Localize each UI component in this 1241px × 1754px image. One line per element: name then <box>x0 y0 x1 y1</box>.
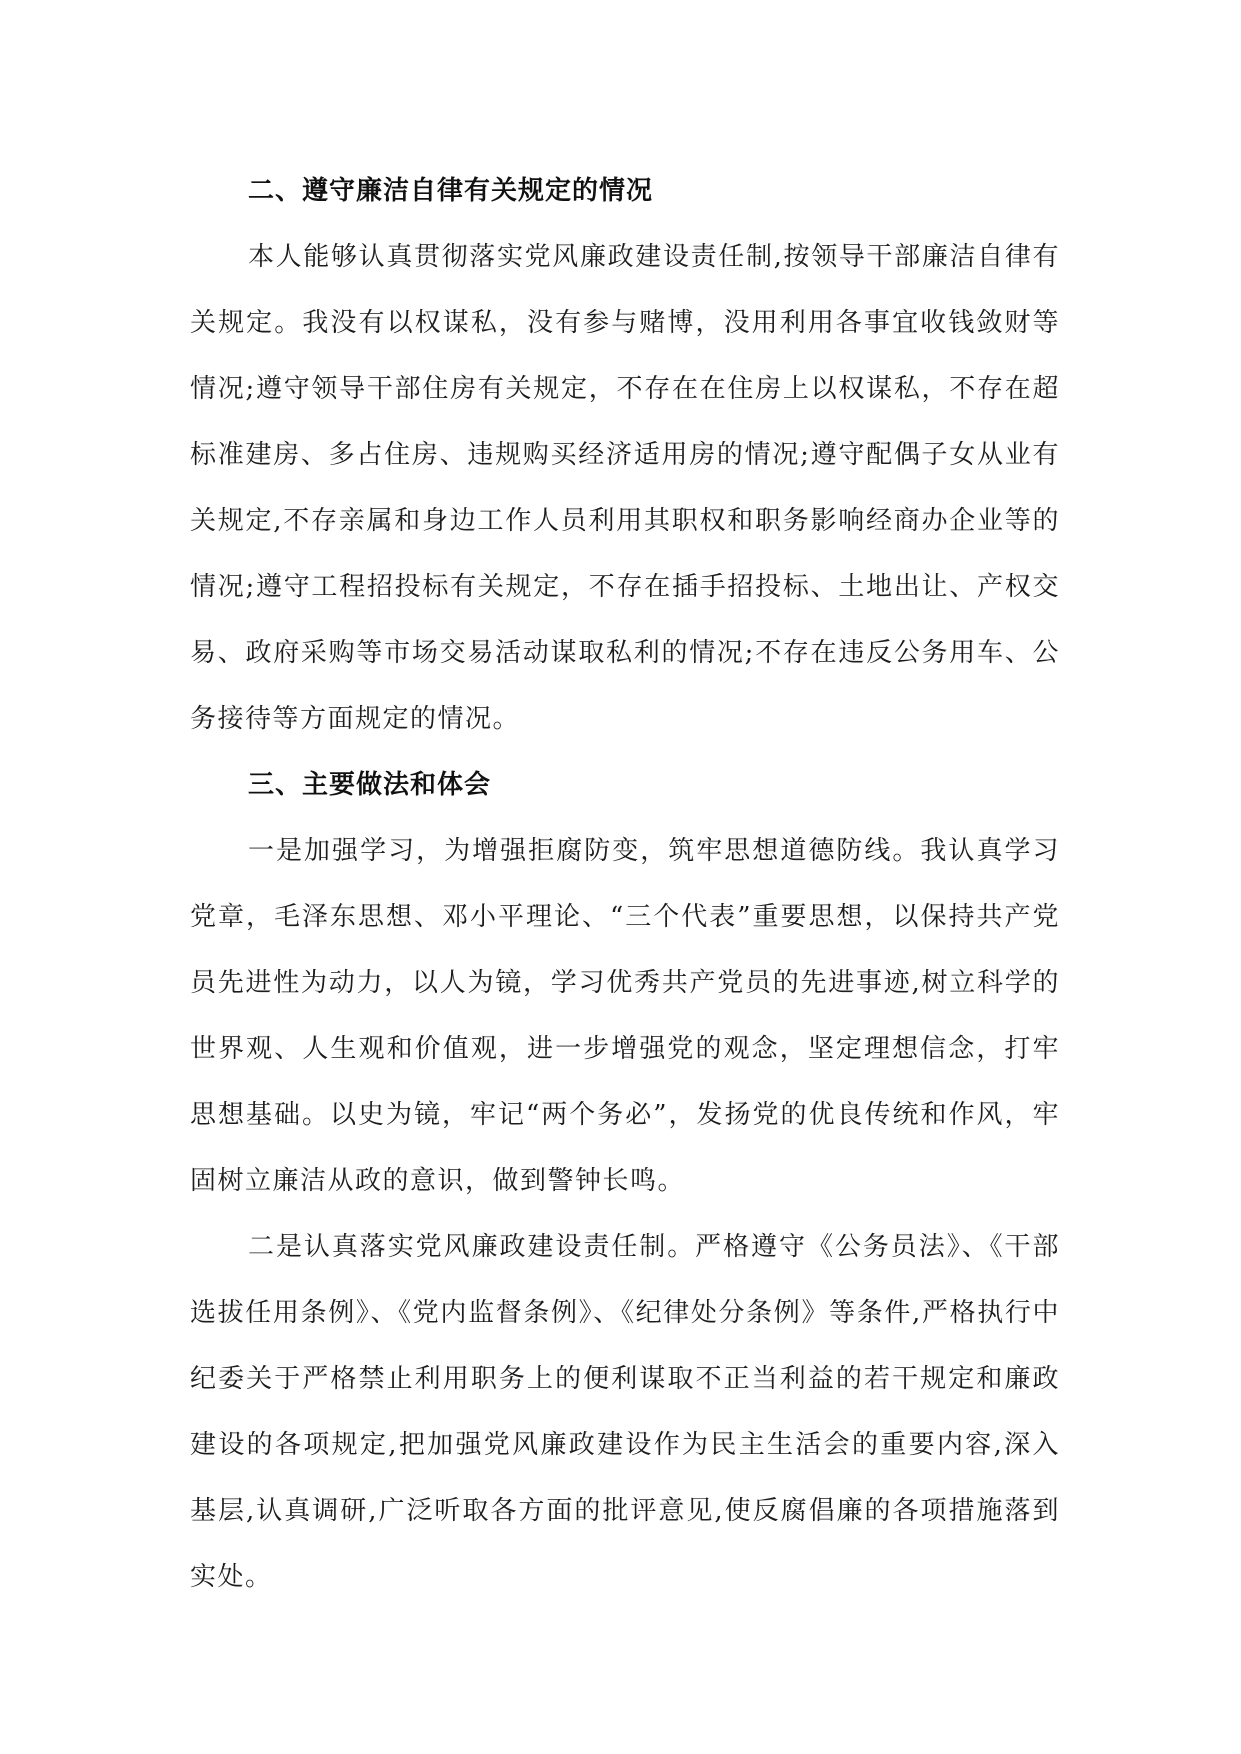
paragraph-integrity-compliance: 本人能够认真贯彻落实党风廉政建设责任制,按领导干部廉洁自律有关规定。我没有以权谋私，没有参与赌博，没用利用各事宜收钱敛财等情况;遵守领导干部住房有关规定，不存在在住房上以权谋私，不存在超标准建房、多占住房、违规购买经济适用房的情况;遵守配偶子女从业有关规定,不存亲属和身边工作人员利用其职权和职务影响经商办企业等的情况;遵守工程招投标有关规定，不存在插手招投标、土地出让、产权交易、政府采购等市场交易活动谋取私利的情况;不存在违反公务用车、公务接待等方面规定的情况。 <box>190 242 1060 734</box>
section-heading-practices: 三、主要做法和体会 <box>248 770 492 800</box>
paragraph-responsibility: 二是认真落实党风廉政建设责任制。严格遵守《公务员法》、《干部选拔任用条例》、《党内监督条例》、《纪律处分条例》等条件,严格执行中纪委关于严格禁止利用职务上的便利谋取不正当利益的若干规定和廉政建设的各项规定,把加强党风廉政建设作为民主生活会的重要内容,深入基层,认真调研,广泛听取各方面的批评意见,使反腐倡廉的各项措施落到实处。 <box>190 1232 1060 1592</box>
paragraph-study: 一是加强学习，为增强拒腐防变，筑牢思想道德防线。我认真学习党章，毛泽东思想、邓小平理论、“三个代表”重要思想，以保持共产党员先进性为动力，以人为镜，学习优秀共产党员的先进事迹,树立科学的世界观、人生观和价值观，进一步增强党的观念，坚定理想信念，打牢思想基础。以史为镜，牢记“两个务必”，发扬党的优良传统和作风，牢固树立廉洁从政的意识，做到警钟长鸣。 <box>190 836 1060 1196</box>
document-body <box>190 158 1060 1610</box>
section-heading-integrity: 二、遵守廉洁自律有关规定的情况 <box>248 176 654 206</box>
